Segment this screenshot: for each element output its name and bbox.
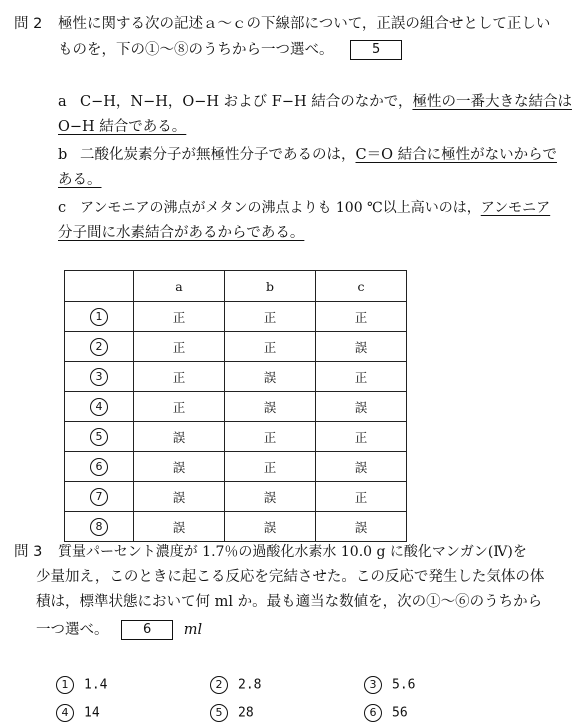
option-5-number: 5 — [210, 704, 228, 722]
statement-c-underlined: アンモニア — [480, 200, 551, 216]
statement-c-line1 — [80, 198, 550, 218]
table-cell-b: 正 — [225, 422, 316, 452]
row-number-circle: 2 — [90, 338, 108, 356]
row-number-circle: 6 — [90, 458, 108, 476]
q3-prompt-line3: 積は，標準状態において何 ml か。最も適当な数値を，次の①～⑥のうちから — [36, 594, 543, 610]
table-body — [65, 302, 407, 542]
statement-a-line2 — [58, 117, 186, 137]
table-cell-c: 正 — [316, 302, 407, 332]
q3-prompt-line4-text: 一つ選べ。 — [36, 622, 109, 638]
option-4[interactable] — [56, 704, 100, 723]
statement-a-text: C−H，N−H，O−H および F−H 結合のなかで， — [80, 94, 413, 110]
table-row — [65, 302, 407, 332]
table-cell-num — [65, 332, 134, 362]
q3-prompt-line4 — [36, 620, 202, 640]
statement-c-text: アンモニアの沸点がメタンの沸点よりも 100 ℃以上高いのは， — [80, 200, 481, 216]
row-number-circle: 3 — [90, 368, 108, 386]
option-3-number: 3 — [364, 676, 382, 694]
table-cell-b: 誤 — [225, 362, 316, 392]
statement-b-line1 — [80, 145, 557, 165]
statement-c-line2 — [58, 223, 304, 243]
table-row — [65, 452, 407, 482]
table-row — [65, 512, 407, 542]
option-6-number: 6 — [364, 704, 382, 722]
option-2[interactable] — [210, 676, 261, 695]
option-1-number: 1 — [56, 676, 74, 694]
q2-label: 問 2 — [14, 16, 43, 32]
option-2-number: 2 — [210, 676, 228, 694]
option-6-value: 56 — [392, 705, 408, 721]
table-cell-num — [65, 362, 134, 392]
table-cell-c: 誤 — [316, 392, 407, 422]
q3-answer-box[interactable]: 6 — [121, 620, 173, 640]
table-header-row — [65, 271, 407, 302]
statement-b-underlined-cont: ある。 — [58, 172, 102, 188]
statement-c-letter: c — [58, 200, 67, 216]
table-cell-a: 誤 — [134, 422, 225, 452]
q2-prompt-line2 — [58, 40, 402, 60]
table-cell-num — [65, 452, 134, 482]
table-cell-b: 誤 — [225, 512, 316, 542]
q2-prompt-line2-text: ものを，下の①～⑧のうちから一つ選べ。 — [58, 42, 334, 58]
table-cell-a: 誤 — [134, 482, 225, 512]
row-number-circle: 1 — [90, 308, 108, 326]
table-cell-b: 正 — [225, 302, 316, 332]
table-cell-c: 正 — [316, 482, 407, 512]
table-row — [65, 422, 407, 452]
table-cell-a: 誤 — [134, 452, 225, 482]
table-cell-c: 誤 — [316, 512, 407, 542]
option-6[interactable] — [364, 704, 408, 723]
option-5-value: 28 — [238, 705, 254, 721]
option-2-value: 2.8 — [238, 677, 262, 693]
table-cell-a: 正 — [134, 362, 225, 392]
statement-a-line1 — [80, 92, 572, 112]
q3-prompt-line2: 少量加え，このときに起こる反応を完結させた。この反応で発生した気体の体 — [36, 569, 545, 585]
table-header-a: a — [134, 271, 225, 302]
table-cell-a: 正 — [134, 332, 225, 362]
table-cell-b: 誤 — [225, 392, 316, 422]
table-cell-c: 誤 — [316, 452, 407, 482]
table-cell-a: 正 — [134, 392, 225, 422]
table-cell-num — [65, 302, 134, 332]
table-cell-a: 誤 — [134, 512, 225, 542]
table-cell-b: 正 — [225, 332, 316, 362]
table-header-b: b — [225, 271, 316, 302]
option-3[interactable] — [364, 676, 415, 695]
row-number-circle: 8 — [90, 518, 108, 536]
q3-unit: ml — [183, 622, 203, 638]
q2-answer-box[interactable]: 5 — [350, 40, 402, 60]
table-row — [65, 332, 407, 362]
option-4-value: 14 — [84, 705, 100, 721]
q3-label: 問 3 — [14, 544, 43, 560]
statement-b-text: 二酸化炭素分子が無極性分子であるのは， — [80, 147, 356, 163]
table-cell-num — [65, 392, 134, 422]
statement-a-letter: a — [58, 94, 67, 110]
table-cell-num — [65, 512, 134, 542]
table-row — [65, 482, 407, 512]
table-cell-b: 誤 — [225, 482, 316, 512]
statement-a-underlined: 極性の一番大きな結合は — [412, 94, 572, 110]
table-cell-c: 誤 — [316, 332, 407, 362]
table-cell-num — [65, 422, 134, 452]
table-cell-num — [65, 482, 134, 512]
table-cell-a: 正 — [134, 302, 225, 332]
table-row — [65, 392, 407, 422]
table-cell-c: 正 — [316, 422, 407, 452]
statement-a-underlined-cont: O−H 結合である。 — [58, 119, 187, 135]
table-cell-c: 正 — [316, 362, 407, 392]
statement-b-letter: b — [58, 147, 68, 163]
table-header-c: c — [316, 271, 407, 302]
q2-prompt-line1: 極性に関する次の記述ａ～ｃの下線部について，正誤の組合せとして正しい — [58, 16, 551, 32]
option-3-value: 5.6 — [392, 677, 416, 693]
option-1-value: 1.4 — [84, 677, 108, 693]
statement-b-line2 — [58, 170, 102, 190]
statement-b-underlined: C＝O 結合に極性がないからで — [355, 147, 557, 163]
row-number-circle: 5 — [90, 428, 108, 446]
option-1[interactable] — [56, 676, 107, 695]
table-header-num — [65, 271, 134, 302]
option-4-number: 4 — [56, 704, 74, 722]
table-cell-b: 正 — [225, 452, 316, 482]
row-number-circle: 4 — [90, 398, 108, 416]
statement-c-underlined-cont: 分子間に水素結合があるからである。 — [58, 225, 305, 241]
q3-prompt-line1: 質量パーセント濃度が 1.7％の過酸化水素水 10.0 g に酸化マンガン(Ⅳ)を — [58, 544, 527, 560]
row-number-circle: 7 — [90, 488, 108, 506]
answer-combination-table — [64, 270, 407, 542]
table-row — [65, 362, 407, 392]
option-5[interactable] — [210, 704, 254, 723]
